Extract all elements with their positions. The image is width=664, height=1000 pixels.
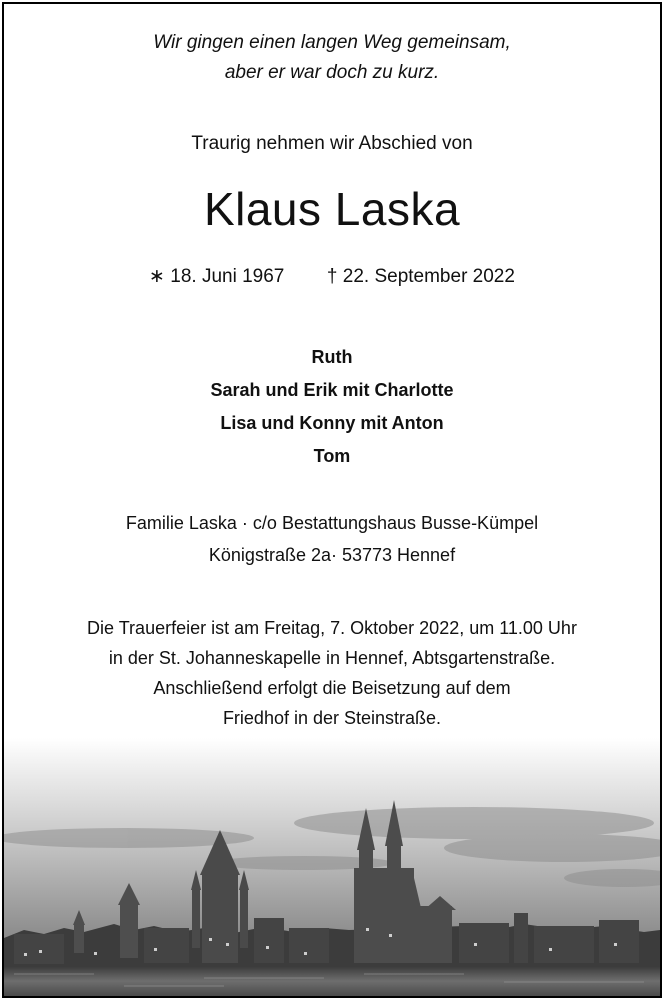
mourners-list [4, 341, 660, 473]
mourner: Lisa und Konny mit Anton [220, 413, 444, 433]
cologne-skyline-image [4, 738, 660, 996]
obituary-notice [2, 2, 662, 998]
motto-line-1: Wir gingen einen langen Weg gemeinsam, [153, 32, 511, 53]
contact-line-1: Familie Laska · c/o Bestattungshaus Busse-Kümpel [125, 513, 539, 533]
service-details [4, 613, 660, 733]
service-line-4: Friedhof in der Steinstraße. [222, 708, 442, 728]
motto [4, 28, 660, 88]
intro-text: Traurig nehmen wir Abschied von [191, 133, 473, 154]
mourner: Tom [313, 446, 351, 466]
mourner: Sarah und Erik mit Charlotte [210, 380, 454, 400]
service-line-1: Die Trauerfeier ist am Freitag, 7. Oktober 2022, um 11.00 Uhr [87, 618, 577, 638]
contact-line-2: Königstraße 2a· 53773 Hennef [208, 545, 456, 565]
mourner: Ruth [311, 347, 353, 367]
birth-symbol: ∗ [149, 266, 165, 287]
service-line-2: in der St. Johanneskapelle in Hennef, Abtsgartenstraße. [108, 648, 556, 668]
life-dates [4, 262, 660, 292]
deceased-name: Klaus Laska [203, 183, 461, 235]
birth-date: 18. Juni 1967 [170, 266, 285, 287]
contact-address [4, 507, 660, 571]
death-symbol: † [326, 266, 338, 287]
motto-line-2: aber er war doch zu kurz. [224, 62, 440, 83]
service-line-3: Anschließend erfolgt die Beisetzung auf dem [153, 678, 511, 698]
death-date: 22. September 2022 [342, 266, 515, 287]
